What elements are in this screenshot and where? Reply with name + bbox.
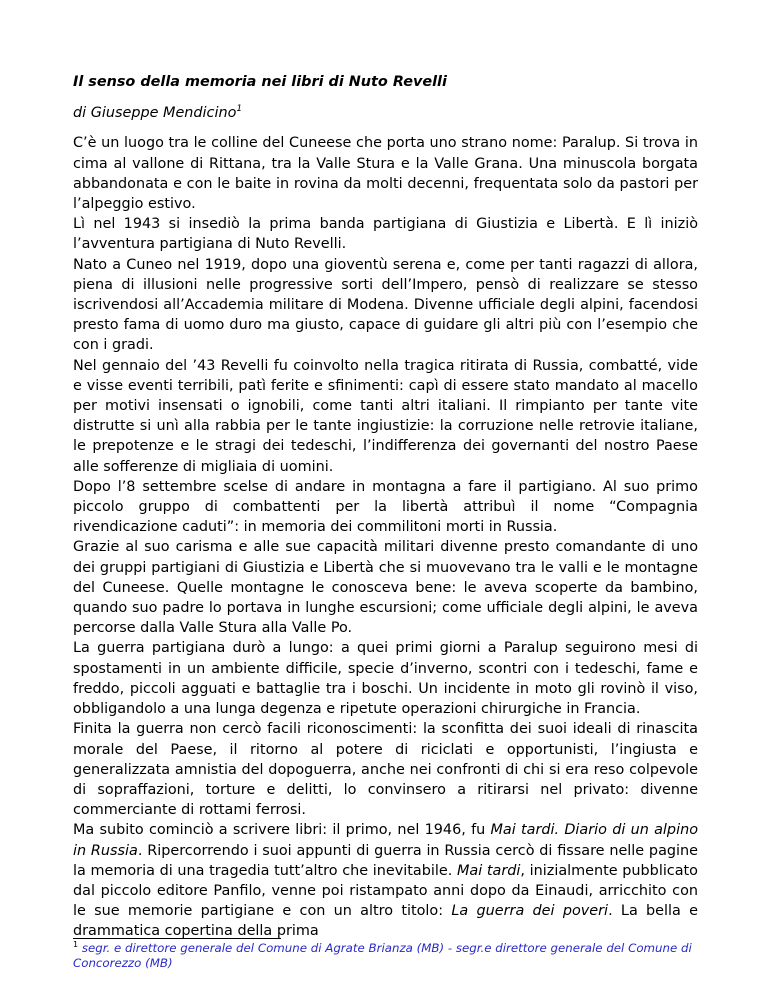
paragraph: Finita la guerra non cercò facili riconoscimenti: la sconfitta dei suoi ideali di rinascita morale del Paese, il ritorno al potere di riciclati e opportunisti, l’ingiusta e generalizzata amnistia del dopoguerra, anche nei confronti di chi si era reso colpevole di sopraffazioni, torture e delitti, lo convinsero a ritirarsi nel privato: divenne commerciante di rottami ferrosi. bbox=[73, 721, 698, 819]
paragraph: Nato a Cuneo nel 1919, dopo una gioventù serena e, come per tanti ragazzi di allora, piena di illusioni nelle progressive sorti dell’Impero, pensò di realizzare se stesso iscrivendosi all’Accademia militare di Modena. Divenne ufficiale degli alpini, facendosi presto fama di uomo duro ma giusto, capace di guidare gli altri più con l’esempio che con i gradi. bbox=[73, 256, 698, 354]
paragraph-text: . La bella e drammatica copertina della prima bbox=[73, 903, 698, 940]
paragraph: Nel gennaio del ’43 Revelli fu coinvolto nella tragica ritirata di Russia, combatté, vide e visse eventi terribili, patì ferite e sfinimenti: capì di essere stato mandato al macello per motivi insensati o ignobili, come tanti altri italiani. Il rimpianto per tante vite distrutte si unì alla rabbia per le tante ingiustizie: la corruzione nelle retrovie italiane, le prepotenze e le stragi dei tedeschi, l’indifferenza dei governanti del nostro Paese alle sofferenze di migliaia di uomini. bbox=[73, 357, 698, 475]
paragraph: La guerra partigiana durò a lungo: a quei primi giorni a Paralup seguirono mesi di spostamenti in un ambiente difficile, specie d’inverno, scontri con i tedeschi, fame e freddo, piccoli agguati e battaglie tra i boschi. Un incidente in moto gli rovinò il viso, obbligandolo a una lunga degenza e ripetute operazioni chirurgiche in Francia. bbox=[73, 640, 698, 718]
footnote-marker: 1 bbox=[73, 940, 79, 949]
footnote-reference[interactable]: 1 bbox=[236, 104, 243, 115]
paragraph-text: Ma subito cominciò a scrivere libri: il primo, nel 1946, fu bbox=[73, 822, 491, 839]
paragraph: C’è un luogo tra le colline del Cuneese che porta uno strano nome: Paralup. Si trova in cima al vallone di Rittana, tra la Valle Stura e la Valle Grana. Una minuscola borgata abbandonata e con le baite in rovina da molti decenni, frequentata solo da pastori per l’alpeggio estivo. bbox=[73, 135, 698, 213]
footnote-separator bbox=[73, 938, 281, 939]
paragraph: Lì nel 1943 si insediò la prima banda partigiana di Giustizia e Libertà. E lì iniziò l’avventura partigiana di Nuto Revelli. bbox=[73, 216, 698, 253]
document-title: Il senso della memoria nei libri di Nuto Revelli bbox=[73, 74, 447, 90]
book-title: Mai tardi. Diario di un alpino in Russia bbox=[73, 822, 698, 859]
paragraph-text: . Ripercorrendo i suoi appunti di guerra in Russia cercò di fissare nelle pagine la memoria di una tragedia tutt’altro che inevitabile. bbox=[73, 842, 698, 879]
paragraph-text: , inizialmente pubblicato dal piccolo editore Panfilo, venne poi ristampato anni dopo da Einaudi, arricchito con le sue memorie partigiane e con un altro titolo: bbox=[73, 862, 698, 920]
footnote-text: segr. e direttore generale del Comune di Agrate Brianza (MB) - segr.e direttore generale del Comune di Concorezzo (MB) bbox=[73, 941, 692, 971]
footnote bbox=[73, 941, 713, 972]
book-title: La guerra dei poveri bbox=[451, 903, 609, 920]
author-name: di Giuseppe Mendicino bbox=[73, 105, 237, 122]
document-body bbox=[73, 72, 698, 942]
paragraph: Grazie al suo carisma e alle sue capacità militari divenne presto comandante di uno dei gruppi partigiani di Giustizia e Libertà che si muovevano tra le valli e le montagne del Cuneese. Quelle montagne le conosceva bene: le aveva scoperte da bambino, quando suo padre lo portava in lunghe escursioni; come ufficiale degli alpini, le aveva percorse dalla Valle Stura alla Valle Po. bbox=[73, 539, 698, 637]
paragraph-books bbox=[73, 820, 698, 941]
book-title: Mai tardi bbox=[456, 862, 521, 879]
paragraph: Dopo l’8 settembre scelse di andare in montagna a fare il partigiano. Al suo primo piccolo gruppo di combattenti per la libertà attribuì il nome “Compagnia rivendicazione caduti”: in memoria dei commilitoni morti in Russia. bbox=[73, 478, 698, 536]
author-line bbox=[73, 103, 698, 123]
